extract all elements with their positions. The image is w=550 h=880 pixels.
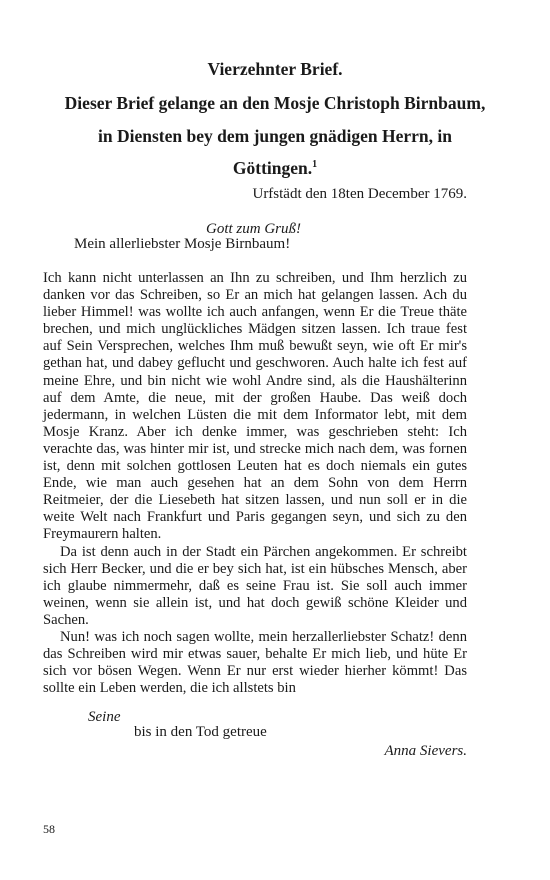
closing-line-2: bis in den Tod getreue [134,724,267,740]
footnote-marker: 1 [312,159,318,170]
dateline: Urfstädt den 18ten December 1769. [252,186,467,202]
signature: Anna Sievers. [384,743,467,759]
salutation: Mein allerliebster Mosje Birnbaum! [74,236,291,252]
closing-line-1: Seine [88,709,121,725]
body-paragraph: Nun! was ich noch sagen wollte, mein herzallerliebster Schatz! denn das Schreiben wird mir etwas sauer, behalte Er mich lieb, und hüte Er sich vor bösen Wegen. Wenn Er nur erst wieder hierher kömmt! Das sollte ein Leben werden, die ich allstets bin [43,628,467,697]
greeting: Gott zum Gruß! [206,221,302,237]
page-number: 58 [43,822,55,836]
letter-subtitle-line-2: in Diensten bey dem jungen gnädigen Herrn, in [98,126,452,146]
body-paragraph: Da ist denn auch in der Stadt ein Pärchen angekommen. Er schreibt sich Herr Becker, und die er bey sich hat, ist ein hübsches Mensch, aber ich glaube nimmermehr, daß es seine Frau ist. Sie soll auch immer weinen, wenn sie allein ist, und hat doch gewiß schöne Kleider und Sachen. [43,543,467,628]
body-paragraph: Ich kann nicht unterlassen an Ihn zu schreiben, und Ihm herzlich zu danken vor das Schreiben, so Er an mich hat gelangen lassen. Ach du lieber Himmel! was wollte ich auch anfangen, wenn Er die Treue thäte brechen, und mich unglückliches Mädgen sitzen lassen. Ich traue fest auf Sein Versprechen, welches Ihm muß bewußt seyn, wie oft Er mir's gethan hat, und dabey geflucht und geschworen. Auch halte ich fest auf meine Ehre, und bin nicht wie wohl Andre sind, als die Haushälterinn auf dem Amte, die neue, mit der großen Haube. Das weiß doch jedermann, in welchen Lüsten die mit dem Informator lebt, mit dem Mosje Kranz. Aber ich denke immer, was geschrieben steht: Ich verachte das, was hinter mir ist, und strecke mich nach dem, was fornen ist, denn mit solchen gottlosen Leuten hat es doch niemals ein gutes Ende, wie man auch gesehen hat an dem Sohn von dem Herrn Reitmeier, der die Liesebeth hat sitzen lassen, und nun soll er in die weite Welt nach Frankfurt und Paris gegangen seyn, und sich zu den Freymaurern halten. [43,270,467,543]
letter-subtitle-line-1: Dieser Brief gelange an den Mosje Christoph Birnbaum, [64,93,486,113]
subtitle-place: Göttingen. [232,158,313,178]
letter-title: Vierzehnter Brief. [207,59,343,79]
letter-subtitle-line-3 [40,158,510,179]
letter-body [43,270,467,697]
